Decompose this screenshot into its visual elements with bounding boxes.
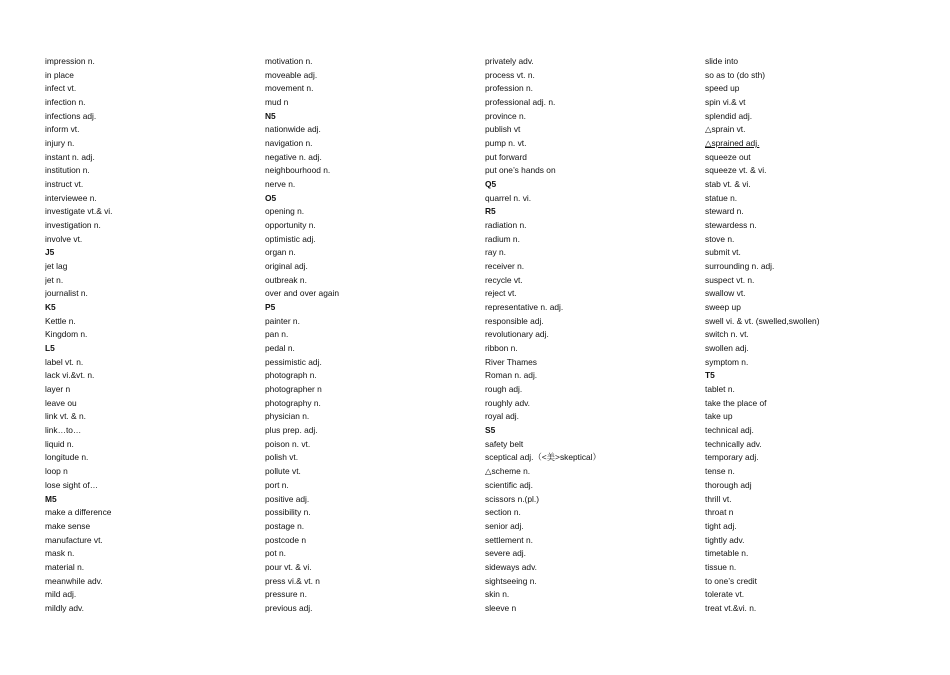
vocab-entry: tablet n. — [705, 384, 735, 395]
vocab-entry: negative n. adj. — [265, 151, 322, 162]
vocab-entry: lack vi.&vt. n. — [45, 370, 95, 381]
vocab-entry: stab vt. & vi. — [705, 179, 751, 190]
vocab-entry: manufacture vt. — [45, 534, 103, 545]
vocab-entry: poison n. vt. — [265, 438, 311, 449]
vocab-entry: inform vt. — [45, 124, 80, 135]
vocab-entry: photograph n. — [265, 370, 317, 381]
vocab-entry: opening n. — [265, 206, 305, 217]
vocab-entry: link vt. & n. — [45, 411, 86, 422]
vocab-entry: switch n. vt. — [705, 329, 749, 340]
vocab-entry: scissors n.(pl.) — [485, 493, 539, 504]
vocab-entry: possibility n. — [265, 507, 311, 518]
vocab-entry: spin vi.& vt — [705, 97, 746, 108]
vocab-entry: journalist n. — [45, 288, 88, 299]
vocab-entry: so as to (do sth) — [705, 69, 766, 80]
vocab-entry: instant n. adj. — [45, 151, 95, 162]
vocab-entry: River Thames — [485, 356, 537, 367]
vocab-entry: postage n. — [265, 520, 305, 531]
vocab-entry: mud n — [265, 97, 289, 108]
vocab-entry: scientific adj. — [485, 479, 533, 490]
vocab-entry: thorough adj — [705, 479, 752, 490]
letter-section-heading: T5 — [705, 370, 715, 381]
vocab-entry: organ n. — [265, 247, 296, 258]
vocab-entry: optimistic adj. — [265, 233, 316, 244]
vocab-entry: publish vt — [485, 124, 521, 135]
vocab-entry: safety belt — [485, 438, 524, 449]
vocab-entry: △sprained adj. — [705, 138, 760, 149]
vocab-entry: slide into — [705, 56, 739, 66]
vocab-entry: mask n. — [45, 548, 75, 559]
vocab-entry: to one’s credit — [705, 575, 757, 586]
vocab-entry: throat n — [705, 507, 734, 518]
vocab-entry: make sense — [45, 520, 91, 531]
vocab-entry: stewardess n. — [705, 220, 757, 231]
vocab-entry: longitude n. — [45, 452, 89, 463]
vocab-entry: take up — [705, 411, 733, 422]
vocab-entry: infections adj. — [45, 110, 97, 121]
vocab-entry: lose sight of… — [45, 479, 99, 490]
vocab-entry: tense n. — [705, 466, 735, 477]
vocab-entry: pollute vt. — [265, 466, 301, 477]
vocab-column-4 — [705, 55, 915, 616]
vocab-entry: in place — [45, 69, 74, 80]
vocab-entry: radiation n. — [485, 220, 527, 231]
vocab-entry: mildly adv. — [45, 602, 84, 613]
vocab-entry: infection n. — [45, 97, 86, 108]
letter-section-heading: K5 — [45, 302, 56, 313]
vocab-entry: layer n — [45, 384, 71, 395]
vocab-entry: section n. — [485, 507, 521, 518]
letter-section-heading: M5 — [45, 493, 57, 504]
vocab-entry: timetable n. — [705, 548, 749, 559]
vocab-entry: pan n. — [265, 329, 289, 340]
vocab-entry: tight adj. — [705, 520, 737, 531]
vocab-entry: put one’s hands on — [485, 165, 556, 176]
vocab-entry: port n. — [265, 479, 289, 490]
vocab-entry: interviewee n. — [45, 192, 97, 203]
vocab-entry: tolerate vt. — [705, 589, 745, 600]
vocab-entry: press vi.& vt. n — [265, 575, 320, 586]
vocab-entry: technically adv. — [705, 438, 762, 449]
vocab-entry: sleeve n — [485, 602, 517, 613]
vocab-entry: rough adj. — [485, 384, 523, 395]
vocab-entry: senior adj. — [485, 520, 524, 531]
vocab-entry: province n. — [485, 110, 526, 121]
vocab-entry: sightseeing n. — [485, 575, 537, 586]
vocab-entry: injury n. — [45, 138, 75, 149]
vocab-entry: navigation n. — [265, 138, 313, 149]
vocab-entry: moveable adj. — [265, 69, 318, 80]
vocab-entry: swallow vt. — [705, 288, 746, 299]
vocab-entry: quarrel n. vi. — [485, 192, 532, 203]
vocab-entry: roughly adv. — [485, 397, 531, 408]
letter-section-heading: R5 — [485, 206, 496, 217]
letter-section-heading: J5 — [45, 247, 55, 258]
vocab-entry: painter n. — [265, 315, 300, 326]
vocab-entry: steward n. — [705, 206, 744, 217]
vocab-entry: squeeze vt. & vi. — [705, 165, 767, 176]
vocab-entry: statue n. — [705, 192, 738, 203]
vocab-entry: loop n — [45, 466, 68, 477]
vocab-entry: postcode n — [265, 534, 306, 545]
vocab-column-3 — [485, 55, 695, 616]
vocab-entry: jet lag — [45, 261, 68, 272]
vocab-entry: privately adv. — [485, 56, 534, 66]
vocab-entry: neighbourhood n. — [265, 165, 331, 176]
vocab-entry: leave ou — [45, 397, 77, 408]
vocab-entry: receiver n. — [485, 261, 525, 272]
vocab-entry: swollen adj. — [705, 343, 749, 354]
letter-section-heading: L5 — [45, 343, 55, 354]
vocab-entry: polish vt. — [265, 452, 299, 463]
vocab-entry: involve vt. — [45, 233, 83, 244]
vocab-entry: settlement n. — [485, 534, 533, 545]
vocab-entry: pedal n. — [265, 343, 295, 354]
vocab-entry: original adj. — [265, 261, 308, 272]
vocab-entry: reject vt. — [485, 288, 517, 299]
vocab-entry: nerve n. — [265, 179, 296, 190]
vocab-entry: photography n. — [265, 397, 321, 408]
vocab-entry: impression n. — [45, 56, 95, 66]
vocab-entry: pour vt. & vi. — [265, 561, 312, 572]
vocab-entry: representative n. adj. — [485, 302, 564, 313]
vocab-entry: symptom n. — [705, 356, 749, 367]
vocab-entry: splendid adj. — [705, 110, 753, 121]
vocab-entry: previous adj. — [265, 602, 313, 613]
vocab-entry: instruct vt. — [45, 179, 84, 190]
vocab-entry: tightly adv. — [705, 534, 745, 545]
vocab-entry: Roman n. adj. — [485, 370, 538, 381]
vocab-entry: pot n. — [265, 548, 286, 559]
vocab-entry: profession n. — [485, 83, 533, 94]
vocab-entry: material n. — [45, 561, 85, 572]
vocab-entry: sweep up — [705, 302, 741, 313]
vocab-entry: over and over again — [265, 288, 340, 299]
vocab-column-1 — [45, 55, 255, 616]
vocab-entry: process vt. n. — [485, 69, 535, 80]
vocab-entry: radium n. — [485, 233, 520, 244]
vocab-entry: nationwide adj. — [265, 124, 321, 135]
vocab-entry: revolutionary adj. — [485, 329, 549, 340]
vocab-entry: pressure n. — [265, 589, 307, 600]
vocab-entry: skin n. — [485, 589, 510, 600]
vocab-entry: responsible adj. — [485, 315, 544, 326]
vocab-entry: movement n. — [265, 83, 314, 94]
vocab-entry: ray n. — [485, 247, 506, 258]
vocab-entry: take the place of — [705, 397, 767, 408]
vocab-entry: liquid n. — [45, 438, 74, 449]
letter-section-heading: O5 — [265, 192, 277, 203]
vocab-entry: pessimistic adj. — [265, 356, 322, 367]
vocab-entry: label vt. n. — [45, 356, 84, 367]
letter-section-heading: N5 — [265, 110, 276, 121]
vocab-entry: Kingdom n. — [45, 329, 88, 340]
vocab-entry: severe adj. — [485, 548, 526, 559]
vocab-entry: professional adj. n. — [485, 97, 556, 108]
vocab-entry: plus prep. adj. — [265, 425, 318, 436]
vocab-entry: make a difference — [45, 507, 112, 518]
vocab-column-2 — [265, 55, 475, 616]
vocab-entry: photographer n — [265, 384, 322, 395]
vocab-entry: thrill vt. — [705, 493, 732, 504]
letter-section-heading: S5 — [485, 425, 496, 436]
vocab-entry: technical adj. — [705, 425, 754, 436]
vocab-entry: swell vi. & vt. (swelled,swollen) — [705, 315, 820, 326]
vocab-entry: squeeze out — [705, 151, 751, 162]
vocab-entry: tissue n. — [705, 561, 737, 572]
vocab-entry: ribbon n. — [485, 343, 518, 354]
vocab-entry: infect vt. — [45, 83, 77, 94]
vocab-entry: jet n. — [45, 274, 64, 285]
vocab-entry: sceptical adj.（<美>skeptical） — [485, 452, 601, 463]
vocab-entry: pump n. vt. — [485, 138, 527, 149]
vocab-entry: institution n. — [45, 165, 90, 176]
vocab-entry: △sprain vt. — [705, 124, 746, 135]
vocab-entry: mild adj. — [45, 589, 77, 600]
letter-section-heading: Q5 — [485, 179, 497, 190]
vocab-entry: △scheme n. — [485, 466, 531, 477]
vocab-entry: put forward — [485, 151, 527, 162]
vocab-entry: opportunity n. — [265, 220, 316, 231]
vocab-entry: royal adj. — [485, 411, 519, 422]
vocab-entry: temporary adj. — [705, 452, 759, 463]
vocab-entry: treat vt.&vi. n. — [705, 602, 757, 613]
vocab-entry: stove n. — [705, 233, 735, 244]
letter-section-heading: P5 — [265, 302, 276, 313]
vocab-entry: investigation n. — [45, 220, 101, 231]
vocab-entry: surrounding n. adj. — [705, 261, 775, 272]
vocab-entry: outbreak n. — [265, 274, 307, 285]
vocab-entry: Kettle n. — [45, 315, 76, 326]
vocab-entry: positive adj. — [265, 493, 310, 504]
vocab-entry: sideways adv. — [485, 561, 537, 572]
vocab-entry: suspect vt. n. — [705, 274, 755, 285]
vocab-entry: link…to… — [45, 425, 82, 436]
vocab-entry: meanwhile adv. — [45, 575, 103, 586]
vocab-entry: speed up — [705, 83, 740, 94]
vocab-entry: motivation n. — [265, 56, 313, 66]
vocab-entry: recycle vt. — [485, 274, 523, 285]
vocab-entry: submit vt. — [705, 247, 741, 258]
vocab-entry: investigate vt.& vi. — [45, 206, 113, 217]
vocab-entry: physician n. — [265, 411, 310, 422]
